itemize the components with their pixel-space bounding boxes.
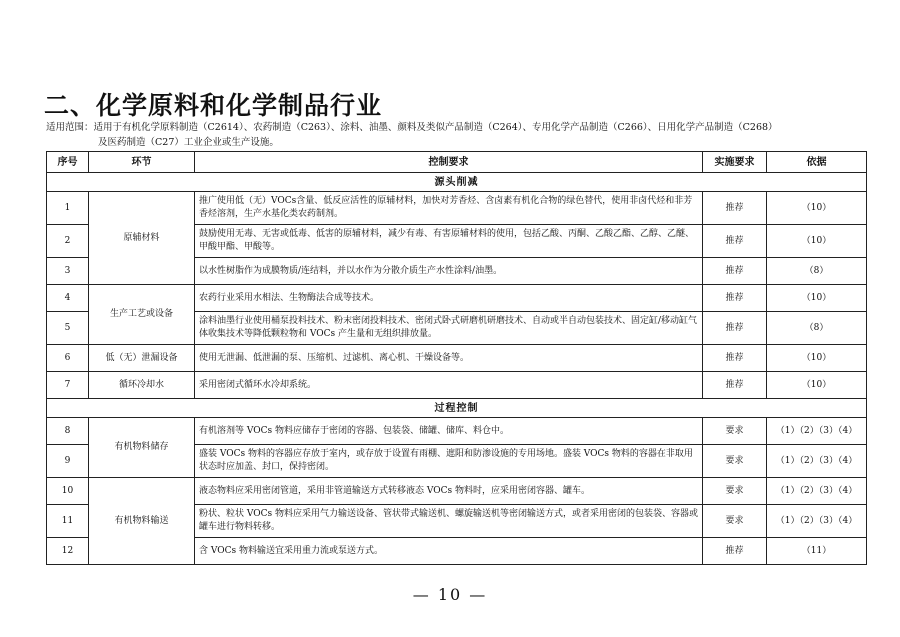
page-number: — 10 — [412,585,488,604]
row-basis: （8） [767,312,867,345]
row-impl: 要求 [703,478,767,505]
row-requirement: 有机溶剂等 VOCs 物料应储存于密闭的容器、包装袋、储罐、储库、料仓中。 [195,418,703,445]
table-row [47,418,867,445]
row-requirement: 涂料油墨行业使用桶泵投料技术、粉末密闭投料技术、密闭式卧式研磨机研磨技术、自动或半自动包装技术、固定缸/移动缸气体收集技术等降低颗粒物和 VOCs 产生量和无组织排放量。 [195,312,703,345]
row-basis: （1）（2）（3）（4） [767,445,867,478]
row-seq: 2 [47,225,89,258]
row-seq: 3 [47,258,89,285]
row-seq: 7 [47,372,89,399]
scope-text [46,120,866,150]
row-impl: 要求 [703,418,767,445]
row-impl: 推荐 [703,225,767,258]
row-impl: 推荐 [703,372,767,399]
row-impl: 推荐 [703,538,767,565]
section-row [47,399,867,418]
row-requirement: 推广使用低（无）VOCs含量、低反应活性的原辅材料，加快对芳香烃、含卤素有机化合物的绿色替代，使用非卤代烃和非芳香烃溶剂，生产水基化类农药制剂。 [195,192,703,225]
scope-line-1: 适用范围：适用于有机化学原料制造（C2614）、农药制造（C263）、涂料、油墨、颜料及类似产品制造（C264）、专用化学产品制造（C266）、日用化学产品制造（C268） [46,122,778,133]
row-seq: 11 [47,505,89,538]
table-row [47,372,867,399]
row-seq: 8 [47,418,89,445]
table-row [47,478,867,505]
row-requirement: 农药行业采用水相法、生物酶法合成等技术。 [195,285,703,312]
row-seq: 6 [47,345,89,372]
stage-cell: 有机物料输送 [89,478,195,565]
table-row [47,285,867,312]
row-seq: 10 [47,478,89,505]
scope-line-2: 及医药制造（C27）工业企业或生产设施。 [98,137,279,148]
header-seq: 序号 [47,152,89,173]
row-requirement: 鼓励使用无毒、无害或低毒、低害的原辅材料，减少有毒、有害原辅材料的使用，包括乙酸、丙酮、乙酸乙酯、乙醇、乙醚、甲酸甲酯、甲酸等。 [195,225,703,258]
header-stage: 环节 [89,152,195,173]
header-basis: 依据 [767,152,867,173]
stage-cell: 原辅材料 [89,192,195,285]
row-basis: （10） [767,285,867,312]
row-impl: 推荐 [703,312,767,345]
row-seq: 9 [47,445,89,478]
row-impl: 推荐 [703,258,767,285]
row-basis: （10） [767,345,867,372]
section-row [47,173,867,192]
header-impl: 实施要求 [703,152,767,173]
table-row [47,345,867,372]
row-basis: （10） [767,192,867,225]
row-seq: 4 [47,285,89,312]
section-source-reduction: 源头削减 [47,173,867,192]
row-basis: （1）（2）（3）（4） [767,418,867,445]
row-requirement: 液态物料应采用密闭管道，采用非管道输送方式转移液态 VOCs 物料时，应采用密闭容器、罐车。 [195,478,703,505]
row-basis: （10） [767,225,867,258]
row-basis: （11） [767,538,867,565]
row-requirement: 以水性树脂作为成膜物质/连结料，并以水作为分散介质生产水性涂料/油墨。 [195,258,703,285]
stage-cell: 循环冷却水 [89,372,195,399]
row-seq: 1 [47,192,89,225]
section-process-control: 过程控制 [47,399,867,418]
stage-cell: 低（无）泄漏设备 [89,345,195,372]
row-requirement: 粉状、粒状 VOCs 物料应采用气力输送设备、管状带式输送机、螺旋输送机等密闭输送方式，或者采用密闭的包装袋、容器或罐车进行物料转移。 [195,505,703,538]
row-basis: （1）（2）（3）（4） [767,478,867,505]
row-impl: 要求 [703,445,767,478]
header-control: 控制要求 [195,152,703,173]
row-impl: 推荐 [703,192,767,225]
table-header-row [47,152,867,173]
table-row [47,192,867,225]
row-impl: 要求 [703,505,767,538]
row-seq: 12 [47,538,89,565]
row-seq: 5 [47,312,89,345]
stage-cell: 生产工艺或设备 [89,285,195,345]
control-requirements-table [46,151,867,565]
section-title: 二、化学原料和化学制品行业 [44,91,383,120]
row-basis: （10） [767,372,867,399]
row-requirement: 采用密闭式循环水冷却系统。 [195,372,703,399]
row-requirement: 使用无泄漏、低泄漏的泵、压缩机、过滤机、离心机、干燥设备等。 [195,345,703,372]
row-impl: 推荐 [703,345,767,372]
row-requirement: 盛装 VOCs 物料的容器应存放于室内，或存放于设置有雨棚、遮阳和防渗设施的专用场地。盛装 VOCs 物料的容器在非取用状态时应加盖、封口，保持密闭。 [195,445,703,478]
stage-cell: 有机物料储存 [89,418,195,478]
row-requirement: 含 VOCs 物料输送宜采用重力流或泵送方式。 [195,538,703,565]
row-impl: 推荐 [703,285,767,312]
row-basis: （1）（2）（3）（4） [767,505,867,538]
row-basis: （8） [767,258,867,285]
